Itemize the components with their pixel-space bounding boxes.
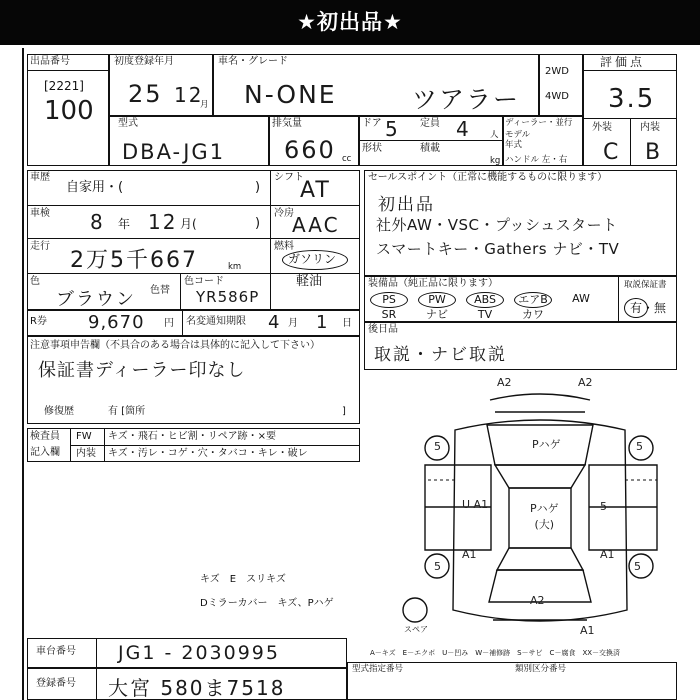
inspection-year-unit: 年	[118, 217, 131, 231]
history-vline	[270, 170, 271, 310]
inspector-label1: 検査員	[30, 431, 60, 442]
inspection-year: 8	[90, 210, 105, 234]
model-value: DBA-JG1	[122, 140, 226, 164]
damage-rear-left: A1	[462, 548, 477, 561]
door-divider	[359, 140, 503, 141]
inspection-month-unit: 月(	[180, 217, 197, 231]
notes-value: 保証書ディーラー印なし	[38, 360, 246, 381]
namechange-month: 4	[268, 312, 282, 333]
namechange-day: 1	[316, 312, 330, 333]
page-title: ★初出品★	[0, 0, 700, 45]
damage-rear: A2	[530, 594, 545, 607]
int-label: 内装	[640, 122, 660, 133]
int-score: B	[645, 140, 663, 165]
recycle-vline	[182, 310, 183, 336]
mileage-label: 走行	[30, 241, 50, 252]
lot-divider	[27, 70, 109, 71]
salespoint-line1: 初出品	[378, 195, 435, 215]
ac-label: 冷房	[274, 208, 294, 219]
drive-4wd: 4WD	[545, 91, 569, 102]
fuel-value: ガソリン	[288, 252, 337, 266]
fuel-alt: 軽油	[296, 274, 323, 289]
reg-month: 12	[174, 83, 204, 107]
salespoint-line3: スマートキー・Gathers ナビ・TV	[376, 240, 620, 258]
manual-label: 取説保証書	[624, 280, 667, 290]
repair-close: ]	[342, 406, 346, 417]
after-value: 取説・ナビ取説	[374, 345, 507, 365]
fuel-label: 燃料	[274, 241, 294, 252]
score-value: 3.5	[608, 84, 656, 114]
displacement-value: 660	[284, 136, 336, 164]
inspector-fw-items: キズ・飛石・ヒビ割・リペア跡・×要	[108, 431, 276, 442]
ext-label: 外装	[592, 122, 612, 133]
damage-front-right: A2	[578, 376, 593, 389]
capacity-label: 定員	[420, 118, 440, 129]
car-name: N-ONE	[244, 80, 337, 109]
inspector-label2: 記入欄	[30, 447, 60, 458]
damage-rear-bottom: A1	[580, 624, 595, 637]
damage-rr-wheel: 5	[634, 560, 641, 573]
class-label: 類別区分番号	[515, 664, 567, 674]
door-value: 5	[385, 117, 400, 141]
damage-note2: Dミラーカバー キズ、Pハゲ	[200, 598, 334, 609]
car-grade: ツアラー	[412, 85, 521, 114]
chassis-label: 車台番号	[36, 646, 76, 657]
equipment-item-4: AW	[572, 292, 590, 305]
color-label: 色	[30, 276, 40, 287]
displacement-unit: cc	[342, 154, 352, 164]
inspector-fw: FW	[76, 431, 92, 442]
equipment-item-0: PS	[370, 292, 408, 308]
drive-2wd: 2WD	[545, 66, 569, 77]
reg-label: 初度登録年月	[114, 56, 174, 67]
lot-label: 出品番号	[30, 56, 70, 67]
recycle-unit: 円	[164, 318, 174, 329]
inspector-in-items: キズ・汚レ・コゲ・穴・タバコ・キレ・破レ	[108, 448, 308, 459]
capacity-unit: 人	[490, 130, 499, 140]
lot-code: [2221]	[44, 79, 84, 93]
equipment-item-r2-1: ナビ	[426, 308, 448, 321]
recycle-value: 9,670	[88, 312, 145, 333]
ac-value: AAC	[292, 213, 340, 237]
inspector-in: 内装	[76, 448, 96, 459]
color-value: ブラウン	[56, 289, 136, 310]
after-label: 後日品	[368, 324, 398, 335]
dealer-handle: ハンドル 左・右	[505, 155, 568, 165]
inspector-hline	[70, 445, 360, 446]
salespoint-label: セールスポイント（正常に機能するものに限ります）	[368, 172, 608, 183]
inspection-close: )	[255, 216, 261, 231]
damage-rl-wheel: 5	[434, 560, 441, 573]
damage-fr-wheel: 5	[636, 440, 643, 453]
score-label: 評価点	[600, 55, 646, 69]
legend-line: A－キズ E－エクボ U－凹み W－補修跡 S－サビ C－腐食 XX－交換済	[370, 649, 621, 657]
inspection-label: 車検	[30, 208, 50, 219]
displacement-label: 排気量	[272, 118, 302, 129]
equipment-item-r2-2: TV	[477, 308, 493, 321]
color-change-label: 色替	[150, 285, 170, 296]
damage-note1: キズ E スリキズ	[200, 574, 286, 585]
recycle-label: R券	[30, 316, 47, 327]
repair-value: 有 [箇所	[108, 406, 146, 417]
shift-label: シフト	[274, 172, 304, 183]
color-code: YR586P	[196, 288, 260, 306]
history-line1	[27, 205, 360, 206]
damage-rear-right: A1	[600, 548, 615, 561]
damage-spare: スペア	[404, 625, 428, 634]
damage-left-side: U A1	[462, 498, 489, 511]
equipment-item-3: エアB	[514, 292, 552, 308]
mileage-value: 2万5千667	[70, 248, 198, 273]
damage-right-side: 5	[600, 500, 607, 513]
usage-value: 自家用・(	[66, 180, 124, 195]
shift-value: AT	[300, 178, 331, 203]
score-divider	[583, 70, 677, 71]
score-vdivider	[630, 118, 631, 166]
reg-month-unit: 月	[200, 100, 209, 110]
usage-label: 車歴	[30, 172, 50, 183]
capacity-value: 4	[456, 117, 471, 141]
plate-value: 大宮 580ま7518	[108, 676, 286, 700]
chassis-value: JG1 - 2030995	[118, 642, 280, 664]
notes-label: 注意事項申告欄（不具合のある場合は具体的に記入して下さい）	[30, 340, 320, 351]
dealer-modelyear: モデル 年式	[505, 130, 531, 150]
namechange-label: 名変通知期限	[186, 316, 246, 327]
color-vline	[180, 273, 181, 310]
damage-front-left: A2	[497, 376, 512, 389]
damage-roof: Pハゲ (大)	[530, 502, 559, 531]
plate-label: 登録番号	[36, 678, 76, 689]
type-label: 型式指定番号	[352, 664, 404, 674]
drive-box	[539, 54, 583, 116]
equipment-label: 装備品（純正品に限ります）	[368, 278, 498, 289]
shape-label: 形状	[362, 143, 382, 154]
history-line2	[27, 238, 360, 239]
manual-value: 有・無	[630, 301, 667, 315]
dealer-label: ディーラー・並行	[505, 118, 573, 128]
equipment-vline	[618, 276, 619, 322]
mileage-unit: km	[228, 262, 242, 272]
usage-close: )	[255, 180, 261, 195]
reg-year: 25	[128, 80, 163, 108]
repair-label: 修復歴	[44, 406, 74, 417]
salespoint-line2: 社外AW・VSC・プッシュスタート	[376, 216, 618, 234]
damage-hood: Pハゲ	[532, 438, 561, 451]
load-unit: kg	[490, 156, 501, 166]
damage-fl-wheel: 5	[434, 440, 441, 453]
manual-circle	[624, 298, 648, 318]
lot-number: 100	[44, 96, 94, 126]
equipment-item-r2-0: SR	[381, 308, 397, 321]
namechange-day-unit: 日	[342, 318, 352, 329]
ext-score: C	[603, 140, 621, 165]
load-label: 積載	[420, 143, 440, 154]
carname-label: 車名・グレード	[218, 56, 288, 67]
inspection-month: 12	[148, 210, 178, 234]
equipment-item-1: PW	[418, 292, 456, 308]
equipment-item-2: ABS	[466, 292, 504, 308]
namechange-month-unit: 月	[288, 318, 298, 329]
door-label: ドア	[362, 118, 382, 129]
color-code-label: 色コード	[184, 276, 224, 287]
model-label: 型式	[118, 118, 138, 129]
equipment-item-r2-3: カワ	[522, 308, 544, 321]
